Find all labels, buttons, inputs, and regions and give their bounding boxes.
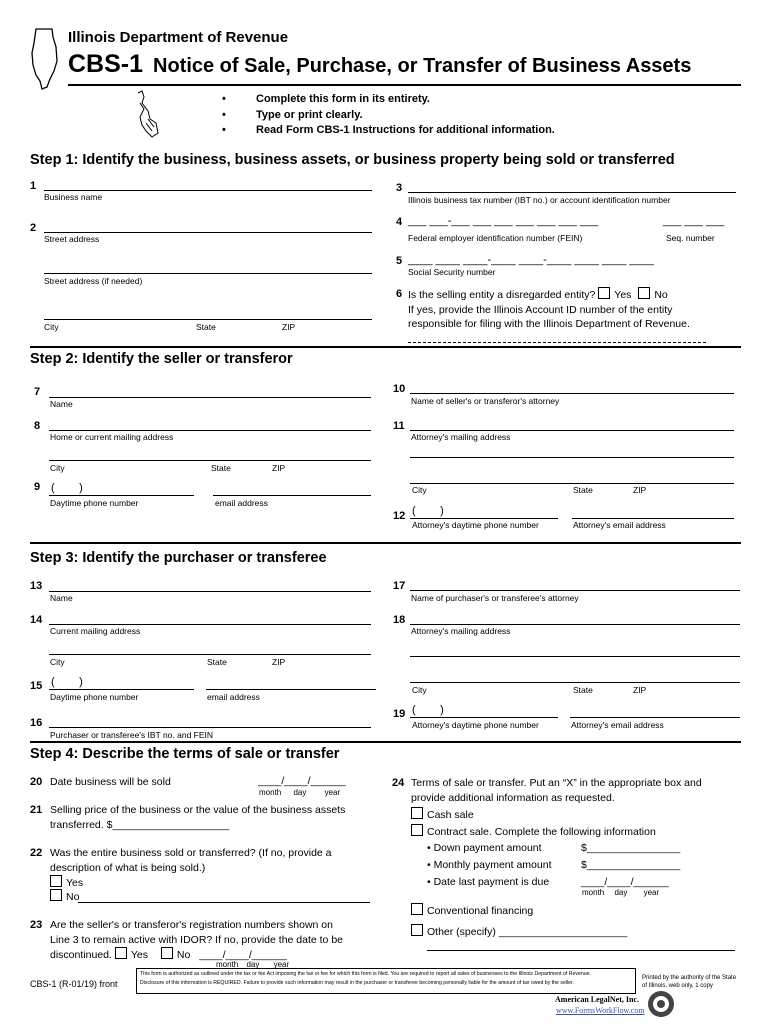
- q22-description-field[interactable]: [78, 902, 370, 903]
- seller-phone-area: ( ): [51, 482, 83, 494]
- seller-city-field[interactable]: [49, 460, 371, 461]
- buyer-atty-mail-2-field[interactable]: [410, 656, 740, 657]
- q6-account-id-field[interactable]: [408, 342, 706, 343]
- buyer-ibt-field[interactable]: [49, 727, 371, 728]
- other-option[interactable]: [411, 924, 627, 939]
- legal-notice-2: Disclosure of this information is REQUIRED. Failure to provide such information may result in the purchaser or transferee becoming personally liable for the amount of tax owed by the seller.: [140, 980, 574, 986]
- hand-pen-icon: [130, 89, 166, 139]
- q22-text-a: Was the entire business sold or transferred? (If no, provide a: [50, 847, 332, 859]
- q20-date-caption: [259, 788, 340, 797]
- q22-yes-option[interactable]: [50, 875, 83, 890]
- line-number: 11: [393, 420, 405, 432]
- step2-heading: Step 2: Identify the seller or transferor: [30, 351, 293, 367]
- illinois-state-icon: [30, 27, 60, 91]
- city-label: City: [50, 463, 65, 473]
- line-number: 14: [30, 614, 43, 626]
- seller-email-field[interactable]: [213, 495, 371, 496]
- seller-atty-mail-field[interactable]: [410, 430, 734, 431]
- last-payment-label: • Date last payment is due: [427, 876, 550, 888]
- ibt-field[interactable]: [408, 192, 736, 193]
- line-number: 10: [393, 383, 406, 395]
- atty-phone-area: ( ): [412, 505, 444, 517]
- line-number: 24: [392, 777, 405, 789]
- q23-no-checkbox[interactable]: [161, 947, 173, 959]
- conventional-checkbox[interactable]: [411, 903, 423, 915]
- q23-text-a: Are the seller's or transferor's registration numbers shown on: [50, 919, 333, 931]
- year-label: year: [643, 888, 660, 897]
- day-label: day: [614, 888, 628, 897]
- month-label: month: [216, 960, 239, 969]
- line-number: 17: [393, 580, 406, 592]
- buyer-atty-city-field[interactable]: [410, 682, 740, 683]
- street-address-field[interactable]: [44, 232, 372, 233]
- street-address-2-label: Street address (if needed): [44, 276, 143, 286]
- seq-number-field[interactable]: ___ ___ ___: [663, 215, 725, 227]
- line-number: 2: [30, 222, 37, 234]
- cash-option[interactable]: [411, 807, 474, 822]
- buyer-atty-mail-field[interactable]: [410, 624, 740, 625]
- q23-yes-checkbox[interactable]: [115, 947, 127, 959]
- buyer-email-field[interactable]: [206, 689, 376, 690]
- seller-attorney-label: Name of seller's or transferor's attorney: [411, 396, 560, 406]
- line-number: 8: [34, 420, 41, 432]
- ssn-label: Social Security number: [408, 267, 496, 277]
- state-label: State: [573, 485, 593, 495]
- line-number: 4: [396, 216, 403, 228]
- down-payment-field[interactable]: $________________: [581, 842, 681, 854]
- email-label: email address: [215, 498, 268, 508]
- printed-by-2: of Illinois, web only, 1 copy: [642, 983, 713, 989]
- phone-label: Daytime phone number: [50, 692, 139, 702]
- atty-phone-label: Attorney's daytime phone number: [412, 720, 539, 730]
- state-label: State: [196, 322, 216, 332]
- header-rule: [68, 84, 741, 86]
- ssn-field[interactable]: ____ ____ ____-____ ____-____ ____ ____ ____: [408, 254, 654, 266]
- buyer-attorney-field[interactable]: [410, 590, 740, 591]
- email-label: email address: [207, 692, 260, 702]
- atty-email-label: Attorney's email address: [571, 720, 664, 730]
- line-number: 22: [30, 847, 43, 859]
- seller-atty-phone-field[interactable]: [410, 518, 558, 519]
- year-label: year: [273, 960, 290, 969]
- line-number: 7: [34, 386, 41, 398]
- day-label: day: [293, 788, 307, 797]
- q6-no-label: No: [654, 289, 668, 301]
- q6-yes-label: Yes: [614, 289, 632, 301]
- zip-label: ZIP: [633, 485, 647, 495]
- buyer-attorney-label: Name of purchaser's or transferee's attorney: [411, 593, 579, 603]
- street-address-2-field[interactable]: [44, 273, 372, 274]
- down-payment-label: • Down payment amount: [427, 842, 542, 854]
- line-number: 23: [30, 919, 43, 931]
- legal-notice-1: This form is authorized as outlined under the tax or fee Act imposing the tax or fee for which this form is filed. You are required to report all sales of businesses to the Illinois Department of Revenue.: [140, 971, 591, 977]
- conventional-label: Conventional financing: [427, 905, 534, 917]
- zip-label: ZIP: [272, 657, 286, 667]
- seller-attorney-field[interactable]: [410, 393, 734, 394]
- phone-label: Daytime phone number: [50, 498, 139, 508]
- year-label: year: [324, 788, 341, 797]
- q6-yes-checkbox[interactable]: [598, 287, 610, 299]
- cash-label: Cash sale: [427, 809, 474, 821]
- city-label: City: [50, 657, 65, 667]
- month-label: month: [259, 788, 282, 797]
- buyer-name-field[interactable]: [49, 591, 371, 592]
- step1-heading: Step 1: Identify the business, business assets, or business property being sold or transferred: [30, 152, 675, 168]
- q23-date-field[interactable]: ____/____/______: [199, 949, 287, 961]
- line-number: 16: [30, 717, 43, 729]
- q23-no-label: No: [176, 949, 191, 961]
- q23-text-b: Line 3 to remain active with IDOR? If no, provide the date to be: [50, 934, 343, 946]
- conventional-option[interactable]: [411, 903, 533, 918]
- line-number: 15: [30, 680, 43, 692]
- city-state-zip-field[interactable]: [44, 319, 372, 320]
- business-name-label: Business name: [44, 192, 103, 202]
- state-label: State: [573, 685, 593, 695]
- fein-field[interactable]: ___ ___-___ ___ ___ ___ ___ ___ ___: [408, 215, 599, 227]
- other-checkbox[interactable]: [411, 924, 423, 936]
- form-id: CBS-1 (R-01/19) front: [30, 979, 118, 989]
- form-code: CBS-1: [68, 50, 144, 78]
- bullet-3: Read Form CBS-1 Instructions for additional information.: [256, 124, 555, 136]
- other-field-2[interactable]: [427, 950, 735, 951]
- business-name-field[interactable]: [44, 190, 372, 191]
- atty-mail-label: Attorney's mailing address: [411, 626, 511, 636]
- day-label: day: [246, 960, 260, 969]
- line-number: 19: [393, 708, 406, 720]
- q24-text-b: provide additional information as requested.: [411, 792, 615, 804]
- seller-atty-city-field[interactable]: [410, 483, 734, 484]
- seller-phone-field[interactable]: [49, 495, 194, 496]
- seller-atty-mail-2-field[interactable]: [410, 457, 734, 458]
- contract-checkbox[interactable]: [411, 824, 423, 836]
- line-number: 20: [30, 776, 43, 788]
- step1-rule: [30, 346, 741, 348]
- q22-no-label: No: [66, 891, 80, 903]
- other-field[interactable]: Other (specify) ______________________: [427, 926, 628, 938]
- q6-no-checkbox[interactable]: [638, 287, 650, 299]
- q24-text-a: Terms of sale or transfer. Put an “X” in the appropriate box and: [411, 777, 702, 789]
- legal-notice-box: [136, 968, 636, 994]
- step4-heading: Step 4: Describe the terms of sale or transfer: [30, 746, 340, 762]
- seller-atty-email-field[interactable]: [572, 518, 734, 519]
- line-number: 1: [30, 180, 37, 192]
- buyer-atty-email-field[interactable]: [570, 717, 740, 718]
- seller-name-label: Name: [50, 399, 73, 409]
- fein-label: Federal employer identification number (FEIN): [408, 233, 583, 243]
- state-label: State: [207, 657, 227, 667]
- seller-name-field[interactable]: [49, 397, 371, 398]
- line-number: 5: [396, 255, 403, 267]
- seller-mailing-field[interactable]: [49, 430, 371, 431]
- q6-text: Is the selling entity a disregarded entity?: [408, 289, 596, 301]
- atty-phone-label: Attorney's daytime phone number: [412, 520, 539, 530]
- publisher-logo-icon: [646, 989, 676, 1019]
- q22-text-b: description of what is being sold.): [50, 862, 206, 874]
- city-label: City: [44, 322, 59, 332]
- bullet-list: • Complete this form in its entirety. • Type or print clearly. • Read Form CBS-1 Instructions for additional information.: [222, 93, 555, 136]
- q20-date-field[interactable]: ____/____/______: [258, 775, 346, 787]
- buyer-mailing-label: Current mailing address: [50, 626, 141, 636]
- bullet-2: Type or print clearly.: [256, 108, 363, 121]
- q6-text-c: responsible for filing with the Illinois Department of Revenue.: [408, 318, 690, 330]
- zip-label: ZIP: [633, 685, 647, 695]
- form-title: Notice of Sale, Purchase, or Transfer of Business Assets: [153, 55, 692, 77]
- city-label: City: [412, 685, 427, 695]
- zip-label: ZIP: [272, 463, 286, 473]
- buyer-phone-field[interactable]: [49, 689, 194, 690]
- buyer-atty-phone-field[interactable]: [410, 717, 558, 718]
- street-address-label: Street address: [44, 234, 100, 244]
- step2-rule: [30, 542, 741, 544]
- contract-label: Contract sale. Complete the following information: [427, 826, 656, 838]
- q6-question: [408, 287, 668, 302]
- q23-yes-label: Yes: [130, 949, 148, 961]
- line-number: 6: [396, 288, 403, 300]
- last-payment-field[interactable]: ____/____/______: [581, 876, 669, 888]
- atty-phone-area: ( ): [412, 704, 444, 716]
- monthly-payment-label: • Monthly payment amount: [427, 859, 552, 871]
- q22-yes-checkbox[interactable]: [50, 875, 62, 887]
- publisher-name: American LegalNet, Inc.: [555, 995, 639, 1004]
- state-label: State: [211, 463, 231, 473]
- printed-by: [642, 974, 736, 990]
- atty-mail-label: Attorney's mailing address: [411, 432, 511, 442]
- cash-checkbox[interactable]: [411, 807, 423, 819]
- line-number: 12: [393, 510, 406, 522]
- month-label: month: [582, 888, 605, 897]
- buyer-city-field[interactable]: [49, 654, 371, 655]
- bullet-1: Complete this form in its entirety.: [256, 93, 430, 105]
- step3-rule: [30, 741, 741, 743]
- q21-price-field[interactable]: transferred. $____________________: [50, 819, 230, 831]
- line-number: 13: [30, 580, 43, 592]
- line-number: 9: [34, 481, 41, 493]
- ibt-label: Illinois business tax number (IBT no.) or account identification number: [408, 195, 671, 205]
- buyer-ibt-label: Purchaser or transferee's IBT no. and FEIN: [50, 730, 214, 740]
- seq-number-label: Seq. number: [666, 233, 715, 243]
- agency-name: Illinois Department of Revenue: [68, 29, 289, 46]
- step3-heading: Step 3: Identify the purchaser or transferee: [30, 550, 327, 566]
- atty-email-label: Attorney's email address: [573, 520, 666, 530]
- zip-label: ZIP: [282, 322, 296, 332]
- q22-yes-label: Yes: [66, 877, 84, 889]
- q23-text-c: discontinued.: [50, 949, 112, 961]
- buyer-phone-area: ( ): [51, 676, 83, 688]
- q22-no-option[interactable]: [50, 889, 79, 904]
- printed-by-1: Printed by the authority of the State: [642, 975, 737, 981]
- city-label: City: [412, 485, 427, 495]
- publisher-website[interactable]: www.FormsWorkFlow.com: [556, 1006, 645, 1015]
- buyer-name-label: Name: [50, 593, 73, 603]
- monthly-payment-field[interactable]: $________________: [581, 859, 681, 871]
- q6-text-b: If yes, provide the Illinois Account ID number of the entity: [408, 304, 673, 316]
- buyer-mailing-field[interactable]: [49, 624, 371, 625]
- q22-no-checkbox[interactable]: [50, 889, 62, 901]
- line-number: 18: [393, 614, 406, 626]
- last-payment-caption: [582, 888, 659, 897]
- contract-option[interactable]: [411, 824, 656, 839]
- q20-text: Date business will be sold: [50, 776, 171, 788]
- line-number: 3: [396, 182, 403, 194]
- q21-text-a: Selling price of the business or the value of the business assets: [50, 804, 346, 816]
- line-number: 21: [30, 804, 43, 816]
- seller-mailing-label: Home or current mailing address: [50, 432, 174, 442]
